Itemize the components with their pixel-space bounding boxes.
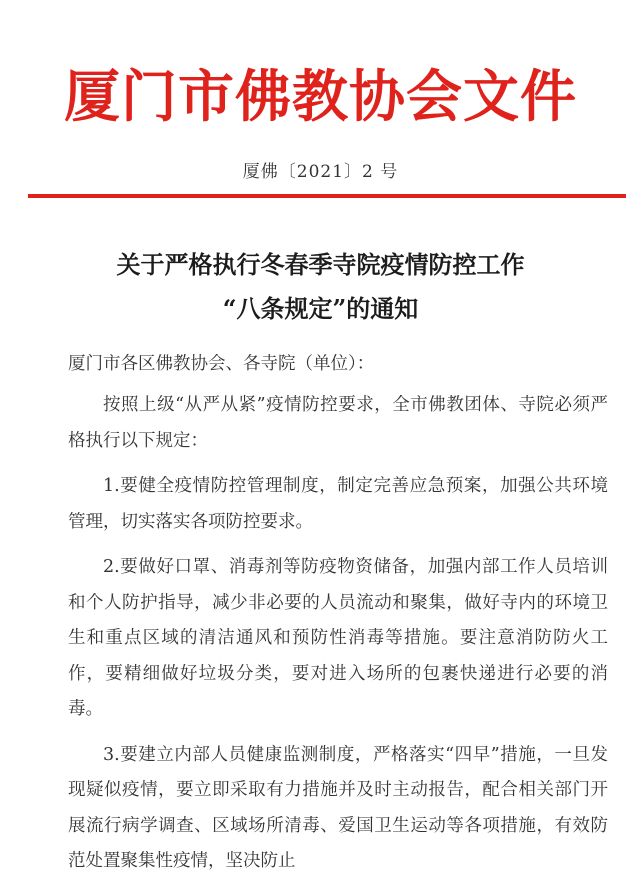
document-header [0, 0, 641, 205]
paragraph-intro: 按照上级“从严从紧”疫情防控要求，全市佛教团体、寺院必须严格执行以下规定： [68, 395, 608, 451]
notice-title-line-2: “八条规定”的通知 [222, 294, 419, 323]
notice-title-line-1: 关于严格执行冬春季寺院疫情防控工作 [116, 250, 525, 279]
document-body [68, 347, 608, 890]
notice-title [0, 243, 641, 331]
salutation: 厦门市各区佛教协会、各寺院（单位）： [68, 354, 375, 374]
paragraph-item-3: 3.要建立内部人员健康监测制度，严格落实“四早”措施，一旦发现疑似疫情，要立即采取有力措施并及时主动报告，配合相关部门开展流行病学调查、区域场所清毒、爱国卫生运动等各项措施，有效防范处置聚集性疫情，坚决防止 [68, 744, 608, 871]
paragraph-item-2: 2.要做好口罩、消毒剂等防疫物资储备，加强内部工作人员培训和个人防护指导，减少非必要的人员流动和聚集，做好寺内的环境卫生和重点区域的清洁通风和预防性消毒等措施。要注意消防防火工作，要精细做好垃圾分类，要对进入场所的包裹快递进行必要的消毒。 [68, 557, 608, 719]
paragraph-item-1: 1.要健全疫情防控管理制度，制定完善应急预案，加强公共环境管理，切实落实各项防控要求。 [68, 476, 608, 532]
document-number: 厦佛〔2021〕2 号 [242, 162, 399, 182]
red-divider-line [28, 194, 626, 198]
masthead-title: 厦门市佛教协会文件 [64, 65, 577, 130]
